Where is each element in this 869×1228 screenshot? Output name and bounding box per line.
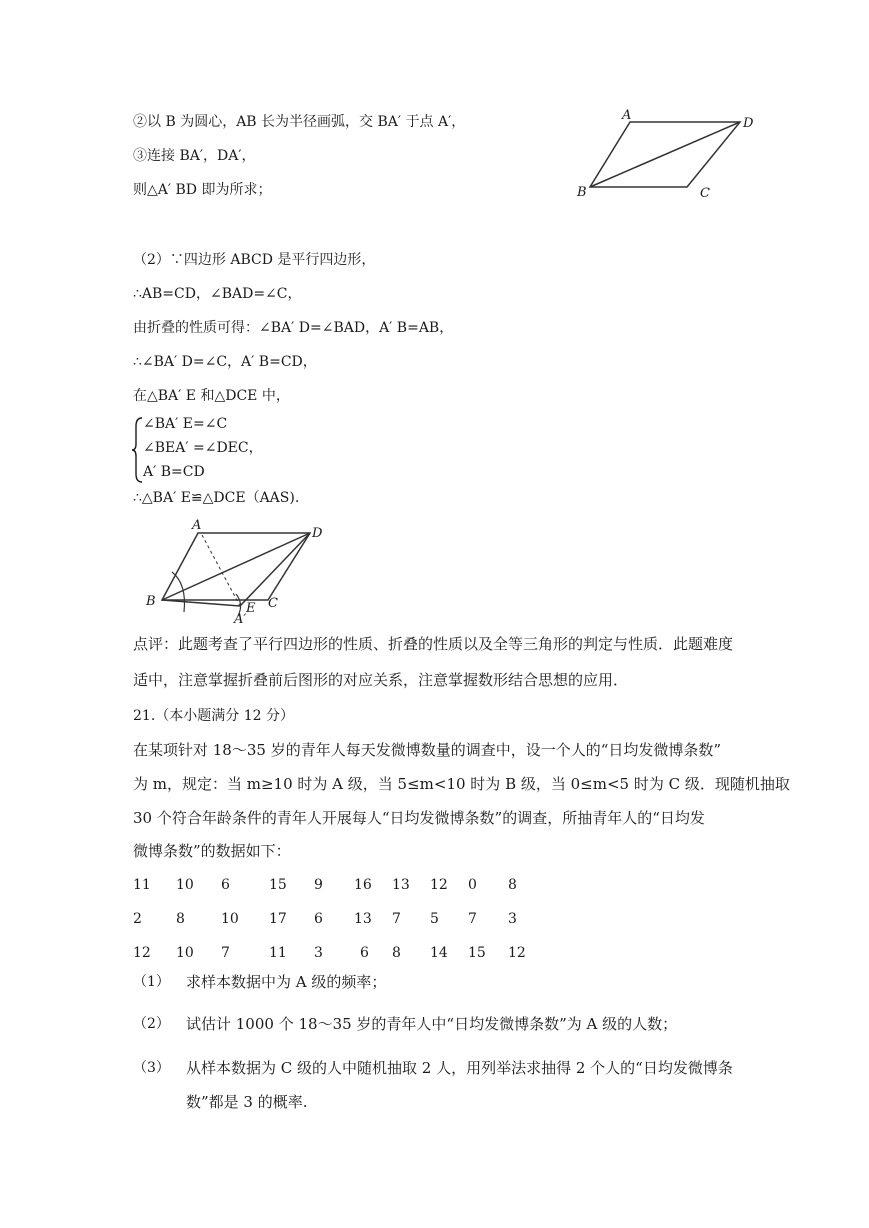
data-cell: 6 bbox=[221, 877, 230, 893]
sub-question-2-number: （2） bbox=[133, 1016, 170, 1032]
parallelogram-figure bbox=[572, 106, 772, 201]
question-21-intro-4: 微博条数”的数据如下： bbox=[133, 842, 291, 860]
data-cell: 12 bbox=[430, 877, 448, 893]
comment-line-1: 点评：此题考查了平行四边形的性质、折叠的性质以及全等三角形的判定与性质．此题难度 bbox=[133, 635, 734, 653]
data-cell: 7 bbox=[468, 911, 477, 927]
proof-line-1: （2）∵四边形 ABCD 是平行四边形， bbox=[133, 252, 376, 268]
sub-question-3-text: 从样本数据为 C 级的人中随机抽取 2 人，用列举法求抽得 2 个人的“日均发微博条 bbox=[186, 1059, 733, 1077]
proof-line-5: 在△BA′ E 和△DCE 中， bbox=[133, 388, 290, 404]
data-cell: 8 bbox=[176, 911, 185, 927]
figure2-label-a-prime: A′ bbox=[234, 612, 247, 626]
figure2-label-a: A bbox=[192, 518, 202, 533]
system-line-3: A′ B=CD bbox=[143, 464, 205, 480]
figure1-label-c: C bbox=[700, 186, 710, 201]
figure1-label-b: B bbox=[577, 185, 587, 200]
step-line-3: ③连接 BA′，DA′， bbox=[133, 148, 256, 164]
system-line-1: ∠BA′ E=∠C bbox=[143, 416, 228, 432]
question-21-intro-3: 30 个符合年龄条件的青年人开展每人“日均发微博条数”的调查，所抽青年人的“日均发 bbox=[133, 809, 705, 827]
data-cell: 9 bbox=[314, 877, 323, 893]
proof-line-3: 由折叠的性质可得：∠BA′ D=∠BAD，A′ B=AB， bbox=[133, 320, 454, 336]
proof-line-2: ∴AB=CD，∠BAD=∠C， bbox=[133, 286, 302, 302]
data-cell: 15 bbox=[269, 877, 287, 893]
sub-question-1-text: 求样本数据中为 A 级的频率； bbox=[186, 973, 387, 991]
figure2-label-b: B bbox=[146, 594, 156, 609]
data-cell: 17 bbox=[269, 911, 287, 927]
data-cell: 10 bbox=[176, 877, 194, 893]
figure2-label-c: C bbox=[268, 596, 278, 611]
folding-figure bbox=[140, 516, 340, 626]
question-21-title: 21.（本小题满分 12 分） bbox=[133, 708, 294, 724]
sub-question-3-number: （3） bbox=[133, 1060, 170, 1076]
data-cell: 2 bbox=[133, 911, 142, 927]
proof-line-4: ∴∠BA′ D=∠C，A′ B=CD， bbox=[133, 354, 317, 370]
question-21-intro-2: 为 m，规定：当 m≥10 时为 A 级，当 5≤m<10 时为 B 级，当 0≤m<5 时为 C 级．现随机抽取 bbox=[133, 775, 790, 793]
comment-line-2: 适中，注意掌握折叠前后图形的对应关系，注意掌握数形结合思想的应用． bbox=[133, 671, 629, 689]
data-cell: 15 bbox=[468, 945, 486, 961]
data-cell: 14 bbox=[430, 945, 448, 961]
data-cell: 6 bbox=[314, 911, 323, 927]
data-cell: 7 bbox=[392, 911, 401, 927]
data-cell: 8 bbox=[508, 877, 517, 893]
data-cell: 12 bbox=[508, 945, 526, 961]
data-cell: 10 bbox=[221, 911, 239, 927]
data-cell: 0 bbox=[468, 877, 477, 893]
data-cell: 12 bbox=[133, 945, 151, 961]
step-line-2: ②以 B 为圆心，AB 长为半径画弧，交 BA′ 于点 A′， bbox=[133, 114, 466, 130]
data-cell: 11 bbox=[133, 877, 151, 893]
system-line-2: ∠BEA′ =∠DEC， bbox=[143, 440, 263, 456]
figure2-label-d: D bbox=[312, 526, 323, 541]
data-cell: 10 bbox=[176, 945, 194, 961]
data-cell: 8 bbox=[392, 945, 401, 961]
congruence-conclusion: ∴△BA′ E≌△DCE（AAS). bbox=[133, 490, 300, 506]
data-cell: 7 bbox=[221, 945, 230, 961]
data-cell: 16 bbox=[354, 877, 372, 893]
data-cell: 11 bbox=[269, 945, 287, 961]
sub-question-2-text: 试估计 1000 个 18～35 岁的青年人中“日均发微博条数”为 A 级的人数； bbox=[186, 1015, 678, 1033]
data-cell: 5 bbox=[430, 911, 439, 927]
figure1-label-d: D bbox=[743, 116, 754, 131]
sub-question-1-number: （1） bbox=[133, 974, 170, 990]
step-line-conclusion: 则△A′ BD 即为所求； bbox=[133, 182, 272, 198]
data-cell: 13 bbox=[354, 911, 372, 927]
question-21-intro-1: 在某项针对 18～35 岁的青年人每天发微博数量的调查中，设一个人的“日均发微博条数” bbox=[133, 741, 722, 759]
data-cell: 6 bbox=[360, 945, 369, 961]
sub-question-3-continuation: 数”都是 3 的概率. bbox=[186, 1093, 308, 1111]
figure2-label-e: E bbox=[246, 601, 256, 616]
data-cell: 13 bbox=[392, 877, 410, 893]
data-cell: 3 bbox=[314, 945, 323, 961]
figure1-label-a: A bbox=[622, 108, 632, 123]
data-cell: 3 bbox=[508, 911, 517, 927]
